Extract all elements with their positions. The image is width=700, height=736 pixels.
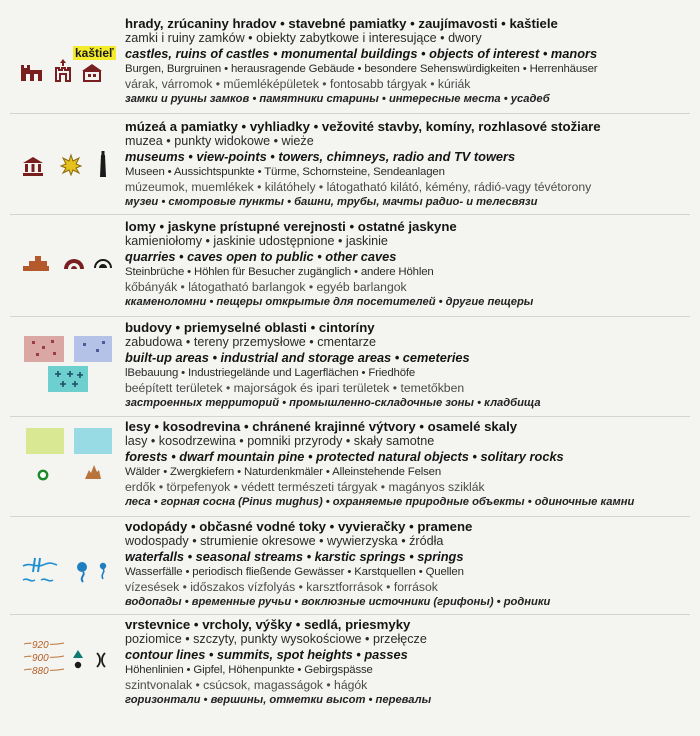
contour-label: 920: [32, 640, 49, 651]
legend-line-ru: ккаменоломни • пещеры открытые для посетителей • другие пещеры: [125, 295, 534, 308]
legend-line-de: Wasserfälle • periodisch fließende Gewässer • Karstquellen • Quellen: [125, 565, 464, 578]
legend-line-sk: hrady, zrúcaniny hradov • stavebné pamiatky • zaujímavosti • kaštiele: [125, 16, 558, 31]
industrial-area-icon: [74, 336, 112, 362]
legend-line-pl: zabudowa • tereny przemysłowe • cmentarze: [125, 335, 377, 350]
legend-line-ru: водопады • временные ручьи • воклюзные источники (грифоны) • родники: [125, 595, 551, 608]
legend-line-sk: lesy • kosodrevina • chránené krajinné výtvory • osamelé skaly: [125, 419, 518, 434]
legend-line-hu: beépített területek • majorságok és ipari területek • temetőkben: [125, 380, 465, 395]
forest-icon: [26, 428, 64, 454]
legend-line-ru: застроенных территорий • промышленно-складочные зоны • кладбища: [125, 396, 541, 409]
manor-label-badge: kaštieľ: [75, 46, 114, 60]
seasonal-stream-icon: [22, 576, 58, 584]
legend-line-pl: poziomice • szczyty, punkty wysokościowe • przełęcze: [125, 632, 427, 647]
waterfall-icon: [22, 556, 58, 572]
dwarf-pine-icon: [74, 428, 112, 454]
legend-line-sk: vodopády • občasné vodné toky • vyvieračky • pramene: [125, 519, 473, 534]
built-up-area-icon: [24, 336, 64, 362]
section-divider: [10, 113, 690, 114]
legend-line-de: Steinbrüche • Höhlen für Besucher zugänglich • andere Höhlen: [125, 265, 434, 278]
section-divider: [10, 416, 690, 417]
rock-icon: [84, 464, 102, 480]
contour-label: 880: [32, 666, 49, 677]
legend-line-sk: vrstevnice • vrcholy, výšky • sedlá, priesmyky: [125, 617, 411, 632]
contour-label: 900: [32, 653, 49, 664]
legend-line-ru: леса • горная сосна (Pinus mughus) • охраняемые природные объекты • одиночные камни: [125, 495, 635, 508]
legend-line-ru: горизонтали • вершины, отметки высот • перевалы: [125, 693, 432, 706]
legend-line-hu: erdők • törpefenyok • védett természeti tárgyak • magányos sziklák: [125, 479, 485, 494]
legend-line-hu: múzeumok, muemlékek • kilátóhely • látogatható kilátó, kémény, rádió-vagy tévétorony: [125, 179, 592, 194]
legend-line-de: Museen • Aussichtspunkte • Türme, Schornsteine, Sendeanlagen: [125, 165, 445, 178]
legend-line-ru: музеи • смотровые пункты • башни, трубы, мачты радио- и телесвязи: [125, 195, 538, 208]
quarry-icon: [22, 254, 50, 272]
legend-line-hu: várak, várromok • műemléképületek • fontosabb tárgyak • kúriák: [125, 76, 471, 91]
legend-line-de: Wälder • Zwergkiefern • Naturdenkmäler • Alleinstehende Felsen: [125, 465, 442, 478]
manor-icon: [81, 62, 103, 82]
legend-line-en: forests • dwarf mountain pine • protected natural objects • solitary rocks: [125, 449, 564, 465]
legend-line-pl: lasy • kosodrzewina • pomniki przyrody • skały samotne: [125, 434, 435, 449]
section-divider: [10, 316, 690, 317]
legend-line-en: museums • view-points • towers, chimneys, radio and TV towers: [125, 149, 516, 165]
legend-line-en: waterfalls • seasonal streams • karstic springs • springs: [125, 549, 464, 565]
legend-line-sk: budovy • priemyselné oblasti • cintoríny: [125, 320, 375, 335]
museum-icon: [22, 156, 44, 176]
karstic-spring-icon: [76, 561, 90, 583]
section-divider: [10, 214, 690, 215]
cave-icon: [94, 257, 112, 269]
legend-line-ru: замки и руины замков • памятники старины • интересные места • усадеб: [125, 92, 550, 105]
legend-line-hu: szintvonalak • csúcsok, magasságok • hágók: [125, 677, 368, 692]
legend-line-en: built-up areas • industrial and storage areas • cemeteries: [125, 350, 470, 366]
legend-line-de: lBebauung • Industriegelände und Lagerflächen • Friedhöfe: [125, 366, 416, 379]
legend-line-de: Burgen, Burgruinen • herausragende Gebäude • besondere Sehenswürdigkeiten • Herrenhäuser: [125, 62, 598, 75]
legend-line-sk: lomy • jaskyne prístupné verejnosti • ostatné jaskyne: [125, 219, 457, 234]
pass-icon: [93, 652, 109, 668]
castle-ruin-icon: [54, 58, 72, 82]
protected-object-icon: [37, 469, 49, 481]
legend-line-en: quarries • caves open to public • other caves: [125, 249, 397, 265]
castle-icon: [20, 62, 44, 82]
contour-lines-icon: [22, 638, 66, 680]
legend-line-pl: zamki i ruiny zamków • obiekty zabytkowe i interesujące • dwory: [125, 31, 482, 46]
section-divider: [10, 516, 690, 517]
legend-line-en: contour lines • summits, spot heights • passes: [125, 647, 408, 663]
public-cave-icon: [63, 256, 85, 270]
legend-line-en: castles, ruins of castles • monumental buildings • objects of interest • manors: [125, 46, 598, 62]
legend-line-hu: vízesések • időszakos vízfolyás • karsztforrások • források: [125, 579, 438, 594]
legend-line-pl: kamieniołomy • jaskinie udostępnione • jaskinie: [125, 234, 388, 249]
cemetery-icon: [48, 366, 88, 392]
summit-icon: [72, 649, 84, 671]
section-divider: [10, 614, 690, 615]
legend-line-pl: muzea • punkty widokowe • wieże: [125, 134, 314, 149]
spring-icon: [98, 562, 108, 580]
viewpoint-icon: [60, 154, 82, 176]
legend-line-hu: kőbányák • látogatható barlangok • egyéb barlangok: [125, 279, 407, 294]
legend-line-pl: wodospady • strumienie okresowe • wywierzyska • źródła: [125, 534, 444, 549]
legend-line-sk: múzeá a pamiatky • vyhliadky • vežovité stavby, komíny, rozhlasové stožiare: [125, 119, 601, 134]
legend-line-de: Höhenlinien • Gipfel, Höhenpunkte • Gebirgspässe: [125, 663, 373, 676]
tower-icon: [98, 150, 108, 178]
